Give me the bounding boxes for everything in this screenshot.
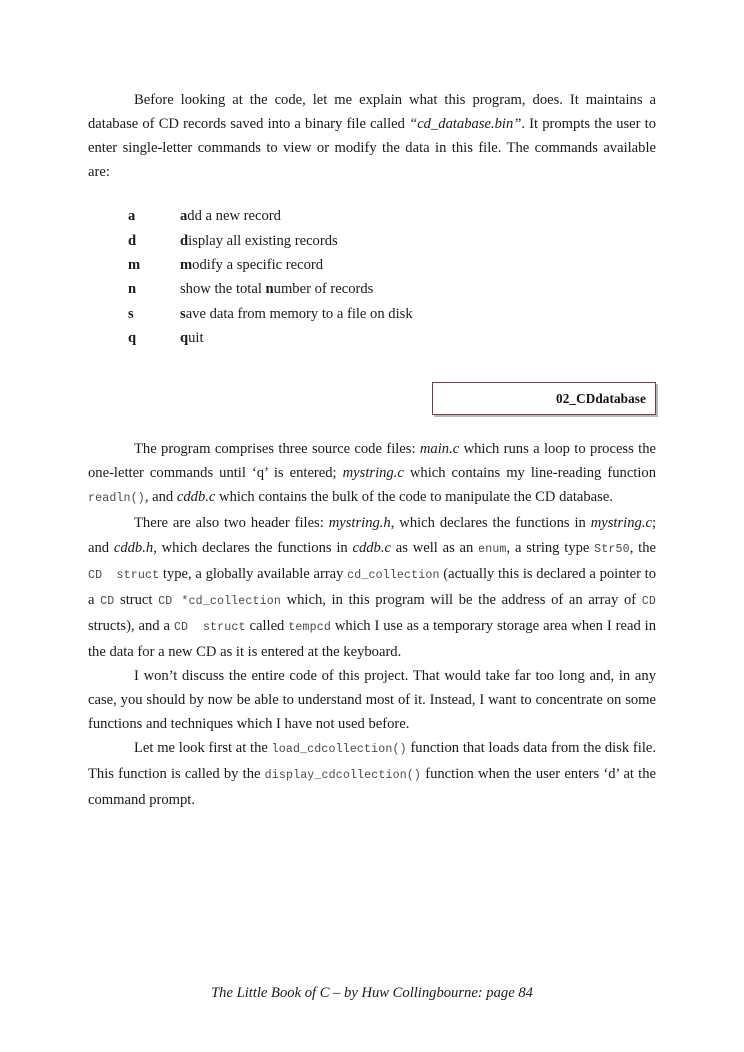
code-cd: CD <box>100 594 115 608</box>
command-list-item <box>128 302 656 326</box>
hf-seg-9: (actually this is declared a pointer to a <box>88 565 656 608</box>
code-readln: readln() <box>88 492 145 506</box>
spacer <box>88 415 656 437</box>
command-description-rest: isplay all existing records <box>188 232 338 249</box>
command-description-rest: ave data from memory to a file on disk <box>185 305 413 322</box>
command-key: m <box>128 256 141 273</box>
hf-seg-12: structs), and a <box>88 617 174 634</box>
loading-paragraph <box>88 736 656 812</box>
code-cd-collection: cd_collection <box>347 568 440 582</box>
code-display-cdcollection: display_cdcollection() <box>264 769 422 783</box>
code-enum: enum <box>478 542 507 556</box>
command-key: a <box>128 208 136 225</box>
intro-paragraph <box>88 88 656 184</box>
sf-seg-1: The program comprises three source code files: <box>134 441 420 458</box>
command-description-rest: uit <box>188 329 204 346</box>
sf-seg-3: which contains my line-reading function <box>403 465 657 482</box>
hf-seg-8: type, a globally available array <box>159 565 348 582</box>
hf-seg-7: , the <box>629 539 656 556</box>
command-key: q <box>128 329 137 346</box>
header-file-cddb-h: cddb.h <box>113 539 154 556</box>
lp-seg-3: function when the user enters ‘d’ at the command prompt. <box>88 766 656 809</box>
command-description-bold: q <box>180 329 189 346</box>
code-cd-pointer-collection: CD *cd_collection <box>158 594 281 608</box>
source-files-paragraph <box>88 437 656 511</box>
command-description-bold: a <box>180 208 188 225</box>
hf-seg-5: as well as an <box>390 539 479 556</box>
hf-seg-11: which, in this program will be the address of an array of <box>280 591 642 608</box>
command-description-rest: odify a specific record <box>192 256 324 273</box>
code-cd-2: CD <box>641 594 656 608</box>
code-str50: Str50 <box>594 542 630 556</box>
command-description <box>180 229 656 253</box>
lp-seg-2: function that loads data from the disk file. This function is called by the <box>88 740 656 783</box>
command-list-item <box>128 277 656 301</box>
source-file-cddb-c: cddb.c <box>176 489 216 506</box>
lp-seg-1: Let me look first at the <box>134 740 272 757</box>
command-description-rest: umber of records <box>273 281 374 298</box>
command-list-item <box>128 326 656 350</box>
callout-label: 02_CDdatabase <box>556 390 646 406</box>
command-description-bold: n <box>265 281 274 298</box>
command-key: s <box>128 305 134 322</box>
command-description <box>180 302 656 326</box>
command-description-rest: dd a new record <box>187 208 281 225</box>
code-tempcd: tempcd <box>288 620 331 634</box>
callout-box-wrapper <box>88 382 656 415</box>
header-file-cddb-c: cddb.c <box>352 539 391 556</box>
source-file-mystring-c: mystring.c <box>342 465 404 482</box>
header-files-paragraph <box>88 511 656 664</box>
code-cd-struct-2: CD struct <box>173 620 246 634</box>
command-key: d <box>128 232 137 249</box>
command-list <box>88 204 656 350</box>
sf-seg-4: , and <box>144 489 177 506</box>
command-list-item <box>128 229 656 253</box>
hf-seg-10: struct <box>114 591 159 608</box>
hf-seg-14: which I use as a temporary storage area when I read in the data for a new CD as it is entered at the keyboard. <box>88 617 657 660</box>
source-file-main-c: main.c <box>419 441 460 458</box>
sf-seg-2: which runs a loop to process the one-letter commands until ‘q’ is entered; <box>88 441 656 482</box>
code-load-cdcollection: load_cdcollection() <box>271 743 407 757</box>
command-description-bold: m <box>180 256 193 273</box>
header-file-mystring-h: mystring.h <box>328 515 391 532</box>
hf-seg-3: ; and <box>88 515 657 556</box>
discussion-paragraph: I won’t discuss the entire code of this project. That would take far too long and, in any case, you should by now be able to understand most of it. Instead, I want to concentrate on some functions and techniques which I have not used before. <box>88 668 656 733</box>
command-description-bold: d <box>180 232 189 249</box>
page-footer: The Little Book of C – by Huw Collingbourne: page 84 <box>211 985 533 1001</box>
intro-paragraph-segment-2: . It prompts the user to enter single-letter commands to view or modify the data in this file. The commands available are: <box>88 116 657 181</box>
command-list-item <box>128 204 656 228</box>
hf-seg-1: There are also two header files: <box>134 515 329 532</box>
page-content <box>88 88 656 813</box>
command-description <box>180 277 656 301</box>
hf-seg-6: , a string type <box>506 539 595 556</box>
code-cd-struct: CD struct <box>88 568 160 582</box>
intro-paragraph-segment-1: Before looking at the code, let me explain what this program, does. It maintains a database of CD records saved into a binary file called <box>88 92 656 133</box>
hf-seg-4: , which declares the functions in <box>153 539 353 556</box>
command-list-item <box>128 253 656 277</box>
command-description <box>180 204 656 228</box>
command-description <box>180 326 656 350</box>
hf-seg-13: called <box>245 617 289 634</box>
sf-seg-5: which contains the bulk of the code to manipulate the CD database. <box>215 489 613 506</box>
command-description-prefix: show the total <box>180 281 266 298</box>
command-key: n <box>128 281 137 298</box>
project-callout-box <box>432 382 656 415</box>
intro-filename: “cd_database.bin” <box>409 116 522 133</box>
command-description-bold: s <box>180 305 186 322</box>
hf-seg-2: , which declares the functions in <box>390 515 591 532</box>
header-file-mystring-c: mystring.c <box>590 515 652 532</box>
command-description <box>180 253 656 277</box>
